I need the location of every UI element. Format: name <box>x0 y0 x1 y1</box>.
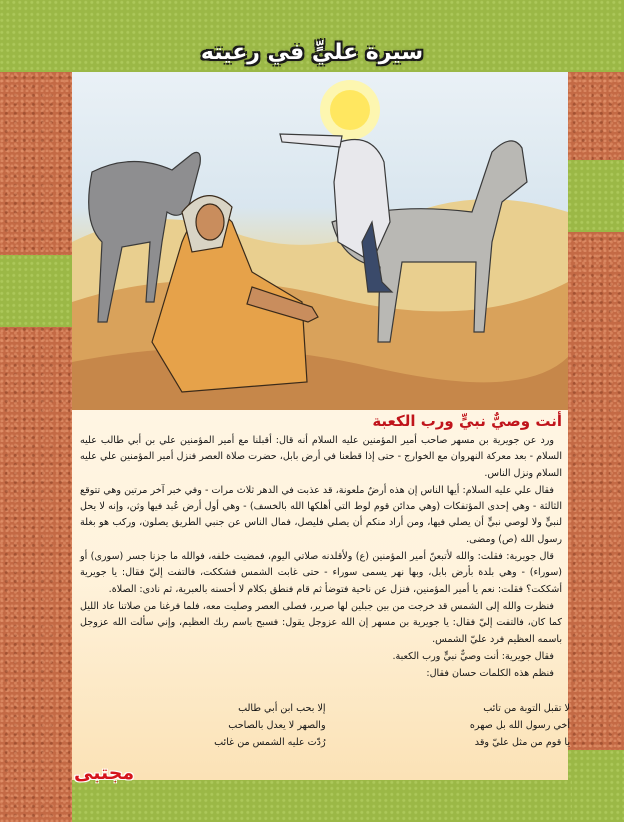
brand-logo: مجتبى <box>74 762 135 784</box>
green-block-bottom <box>72 780 572 822</box>
desert-scene-illustration <box>72 72 568 410</box>
poem-hemistich: يا قوم من مثل عليّ وقد <box>474 737 570 748</box>
illustration <box>72 72 568 410</box>
article-paragraph: فنظرت والله إلى الشمس قد خرجت من بين جبلين لها صرير، فصلى العصر وصليت معه، فلما فرغنا من صلاتنا عاد الليل كما كان، فالتفت إليّ فقال: يا جويرية بن مسهر إن الله عزوجل يقول: فسبح باسم ربك العظيم، وإني سألت الله عزوجل باسمه العظيم فرد عليّ الشمس. <box>80 600 562 645</box>
green-block-left <box>0 255 72 327</box>
page-title: سيرة عليٍّ في رعيته <box>200 40 424 65</box>
poem-hemistich: رُدّت عليه الشمس من غائب <box>214 737 326 748</box>
article-body <box>80 433 562 683</box>
article-paragraph: فنظم هذه الكلمات حسان فقال: <box>426 668 554 680</box>
poem-hemistich: والصهر لا يعدل بالصاحب <box>228 720 326 731</box>
green-block-right <box>568 160 624 232</box>
article-paragraph: فقال علي عليه السلام: أيها الناس إن هذه أرضٌ ملعونة، قد عذبت في الدهر ثلاث مرات - وفي خبر آخر مرتين وهي تتوقع الثالثة - وهي إحدى المؤتفكات (وهي مدائن قوم لوط التي أهلكها الله بالخسف) - وهي أول أرض عُبد فيها وثن، وإنه لا يحل لنبيٍّ ولا لوصي نبيٍّ أن يصلي فيها، ومن أراد منكم أن يصلي فليصل، فمال الناس عن جنبي الطريق يصلون، وركب هو بغلة رسول الله (ص) ومضى. <box>80 484 562 545</box>
poem-verse <box>100 734 570 751</box>
green-block-right-bottom <box>568 750 624 822</box>
poem-hemistich: أخي رسول الله بل صهره <box>469 720 570 731</box>
poem-hemistich: إلا بحب ابن أبي طالب <box>238 703 326 714</box>
article-paragraph: ورد عن جويرية بن مسهر صاحب أمير المؤمنين عليه السلام أنه قال: أقبلنا مع أمير المؤمنين علي بن أبي طالب عليه السلام - بعد معركة النهروان مع الخوارج - حتى إذا قطعنا في أرض بابل، حضرت صلاة العصر فنزل أمير المؤمنين علي عليه السلام ونزل الناس. <box>80 435 562 479</box>
article-title: أنت وصيٌّ نبيٍّ ورب الكعبة <box>372 412 562 430</box>
poem-verse <box>100 700 570 717</box>
poem-hemistich: لا تقبل التوبة من تائب <box>483 703 570 714</box>
brick-background-left <box>0 72 72 822</box>
article-paragraph: قال جويرية: فقلت: والله لأتبعنّ أمير المؤمنين (ع) ولأقلدنه صلاتي اليوم، فمضيت خلفه، فوالله ما جزنا جسر (سورى) أو (سوراء) - وهي بلدة بأرض بابل، وبها نهر يسمى سوراء - حتى غابت الشمس فشككت، فالتفت إليّ فقال: يا جويرية أشككت؟ فقلت: نعم يا أمير المؤمنين، فنزل عن ناحية فتوضأ ثم قام فنطق بكلام لا أحسنه بالعبرية، ثم نادى: الصلاة. <box>80 551 562 595</box>
poem <box>100 700 570 751</box>
poem-verse <box>100 717 570 734</box>
article-paragraph: فقال جويرية: أنت وصيٌّ نبيٍّ ورب الكعبة. <box>392 650 554 662</box>
